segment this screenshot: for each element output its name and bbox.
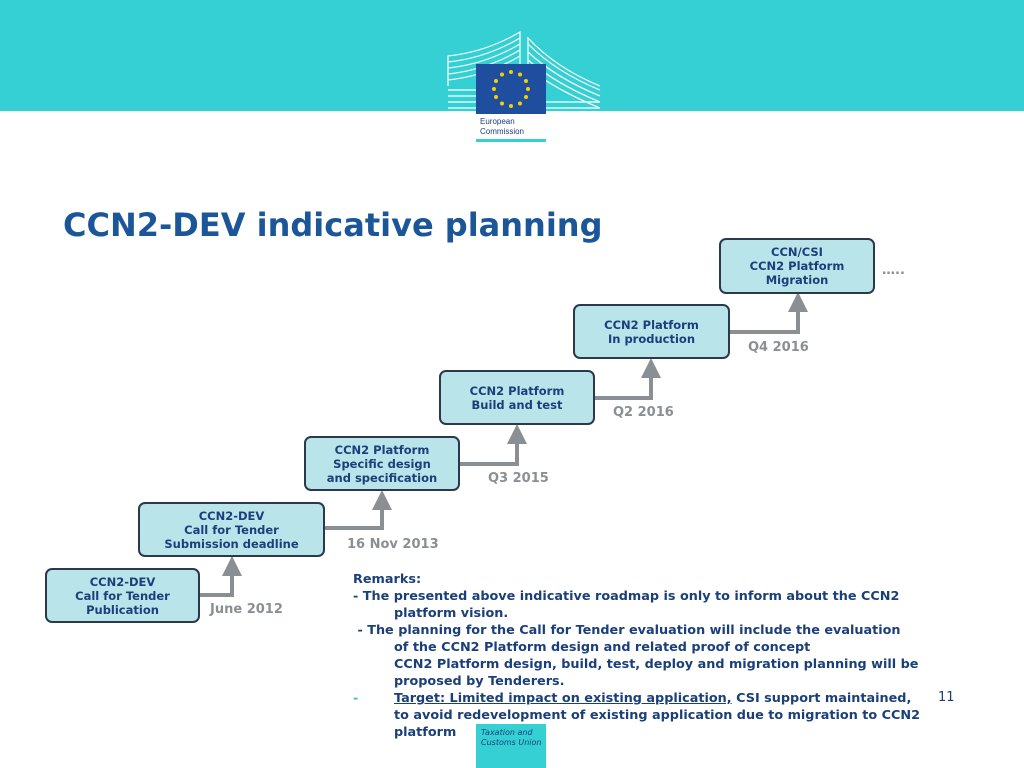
- step-box-in-production: [573, 304, 730, 359]
- remarks-text: proposed by Tenderers.: [394, 674, 565, 689]
- remarks-text: - The presented above indicative roadmap is only to inform about the CCN2: [353, 589, 900, 604]
- footer-label: Customs Union: [481, 738, 542, 747]
- step-label: Submission deadline: [164, 536, 299, 551]
- step-label: In production: [607, 331, 696, 346]
- step-label: Specific design: [333, 456, 431, 471]
- step-label: Publication: [86, 602, 159, 617]
- step-box-publication: [45, 568, 200, 623]
- step-label: CCN2-DEV: [89, 574, 156, 589]
- target-text: Target: Limited impact on existing application,: [394, 691, 732, 706]
- step-box-migration: [719, 238, 875, 294]
- remarks-text: - The planning for the Call for Tender evaluation will include the evaluation: [353, 623, 901, 638]
- step-label: CCN2 Platform: [749, 259, 845, 273]
- svg-text:European: European: [480, 117, 515, 126]
- step-date: …..: [882, 263, 905, 278]
- page-number: 11: [938, 690, 955, 705]
- step-box-design-specification: [304, 436, 460, 491]
- step-label: and specification: [326, 470, 438, 485]
- step-box-build-and-test: [439, 370, 595, 425]
- arrow-3: [460, 434, 517, 464]
- remarks-text: of the CCN2 Platform design and related proof of concept: [394, 640, 811, 655]
- step-label: Call for Tender: [184, 522, 279, 537]
- remarks-target-line: [353, 690, 983, 707]
- bullet-dash: -: [353, 691, 359, 706]
- remarks-text: platform: [394, 725, 457, 740]
- step-label: Build and test: [471, 397, 563, 412]
- step-label: Migration: [765, 273, 829, 287]
- step-date: June 2012: [210, 602, 283, 617]
- remarks-block: [353, 571, 983, 741]
- remarks-text: CSI support maintained,: [731, 691, 912, 706]
- step-box-submission-deadline: [138, 502, 325, 557]
- arrow-1: [200, 566, 232, 595]
- footer-label: Taxation and: [481, 728, 533, 737]
- step-label: CCN2 Platform: [604, 317, 699, 332]
- step-label: CCN2-DEV: [198, 508, 265, 523]
- step-date: Q2 2016: [613, 405, 674, 420]
- taxation-customs-union-label: [476, 724, 546, 768]
- arrow-5: [730, 302, 798, 332]
- svg-text:Commission: Commission: [480, 127, 525, 136]
- step-label: Call for Tender: [75, 588, 170, 603]
- arrow-2: [325, 500, 382, 528]
- step-label: CCN2 Platform: [334, 442, 430, 457]
- remarks-text: to avoid redevelopment of existing application due to migration to CCN2: [394, 708, 921, 723]
- remarks-heading: Remarks:: [353, 572, 422, 587]
- step-date: Q3 2015: [488, 471, 549, 486]
- step-label: CCN2 Platform: [469, 383, 565, 398]
- remarks-text: CCN2 Platform design, build, test, deploy and migration planning will be: [394, 657, 919, 672]
- step-date: Q4 2016: [748, 340, 809, 355]
- arrow-4: [594, 368, 651, 398]
- page-title: CCN2-DEV indicative planning: [63, 206, 603, 244]
- step-label: CCN/CSI: [771, 245, 823, 259]
- step-date: 16 Nov 2013: [347, 537, 439, 552]
- remarks-text: platform vision.: [394, 606, 509, 621]
